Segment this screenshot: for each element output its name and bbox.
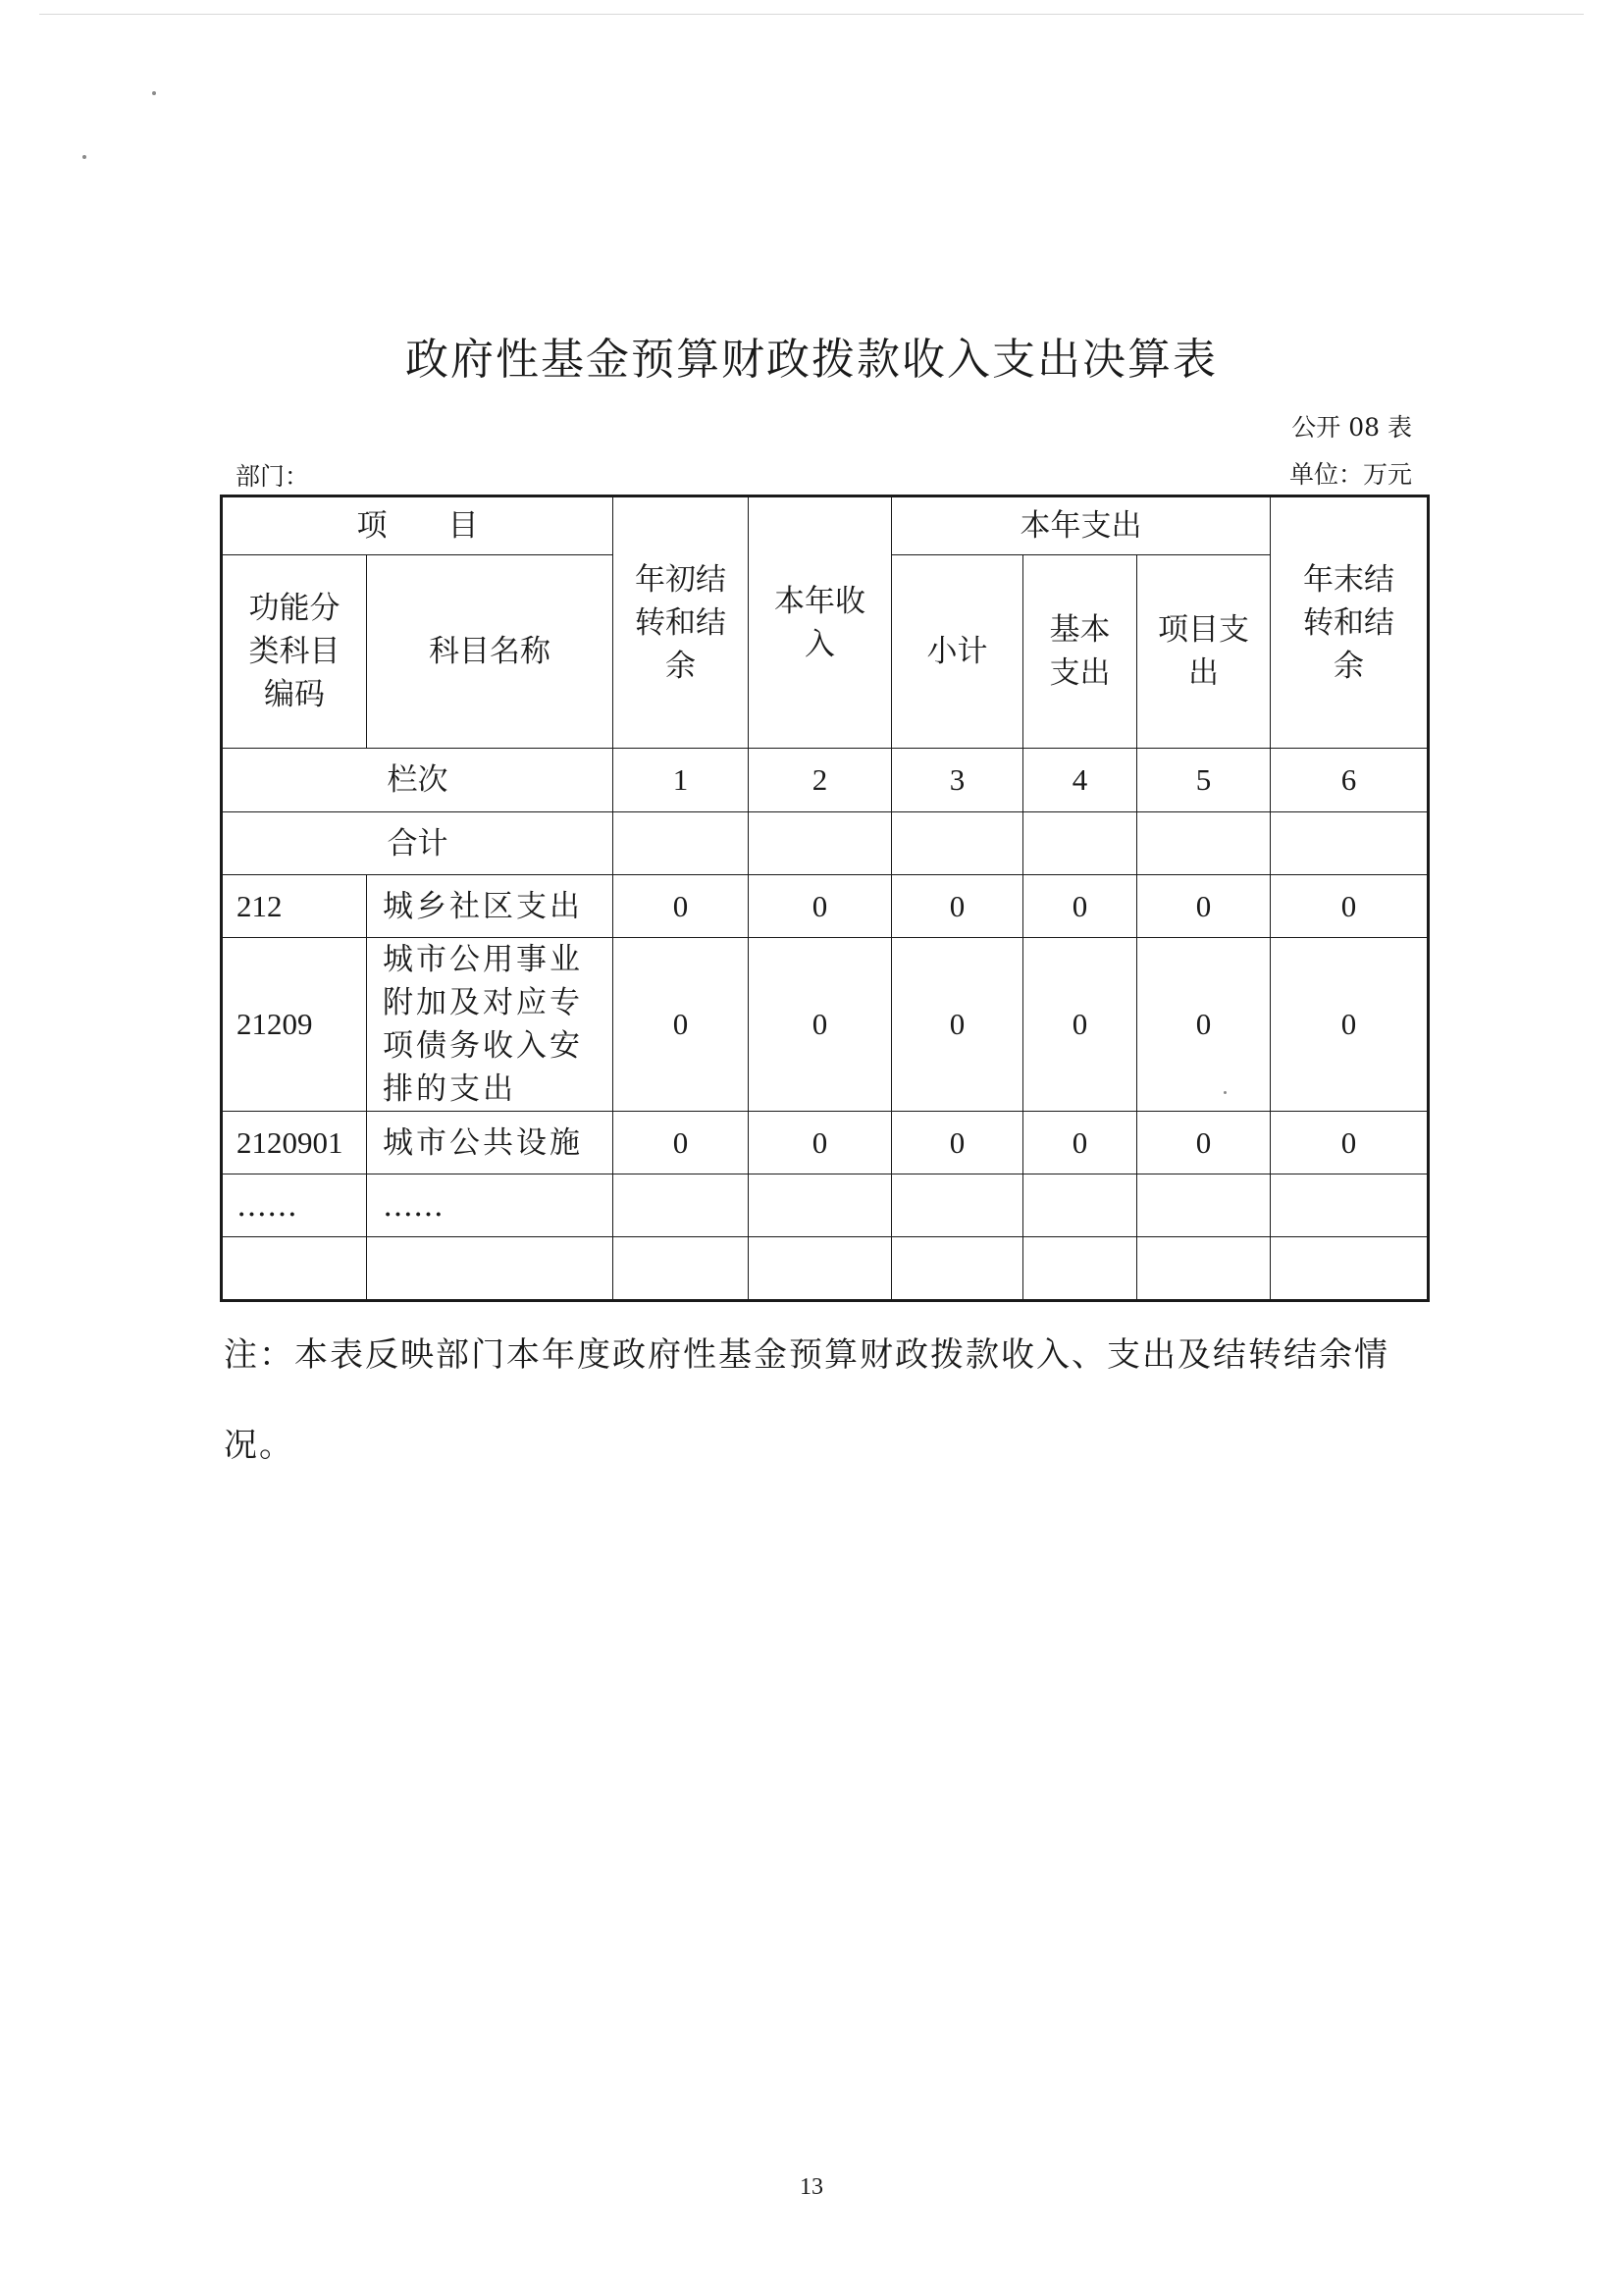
subject-code (222, 1237, 367, 1301)
value-cell: 0 (1271, 875, 1429, 938)
value-cell: 0 (1023, 1112, 1137, 1174)
value-cell (1023, 1174, 1137, 1237)
budget-table (220, 495, 1430, 1302)
column-number: 5 (1137, 749, 1271, 812)
column-number: 3 (892, 749, 1023, 812)
value-cell: 0 (613, 938, 749, 1112)
column-number: 6 (1271, 749, 1429, 812)
value-cell (1271, 1174, 1429, 1237)
value-cell (1137, 1237, 1271, 1301)
value-cell: 0 (1271, 938, 1429, 1112)
column-number: 1 (613, 749, 749, 812)
value-cell: 0 (1137, 1112, 1271, 1174)
value-cell (749, 1237, 892, 1301)
value-cell: 0 (1271, 1112, 1429, 1174)
subject-name: 城市公共设施 (367, 1112, 613, 1174)
project-expenditure-header: 项目支出 (1137, 555, 1271, 749)
table-row (222, 938, 1429, 1112)
table-cell (1137, 812, 1271, 875)
income-header: 本年收入 (749, 496, 892, 749)
closing-balance-header: 年末结转和结余 (1271, 496, 1429, 749)
column-number: 4 (1023, 749, 1137, 812)
column-number-label: 栏次 (222, 749, 613, 812)
subject-name: 城乡社区支出 (367, 875, 613, 938)
value-cell: 0 (892, 938, 1023, 1112)
value-cell: 0 (892, 875, 1023, 938)
table-row (222, 875, 1429, 938)
value-cell: 0 (1137, 875, 1271, 938)
table-row (222, 1237, 1429, 1301)
value-cell: 0 (749, 875, 892, 938)
value-cell (892, 1174, 1023, 1237)
value-cell: 0 (892, 1112, 1023, 1174)
page-top-edge (39, 14, 1584, 15)
page-number: 13 (800, 2174, 823, 2200)
value-cell (613, 1237, 749, 1301)
table-cell (749, 812, 892, 875)
scan-speck (152, 91, 156, 95)
table-cell (1271, 812, 1429, 875)
subject-code: …… (222, 1174, 367, 1237)
value-cell: 0 (749, 1112, 892, 1174)
value-cell: 0 (749, 938, 892, 1112)
document-title: 政府性基金预算财政拨款收入支出决算表 (405, 335, 1218, 385)
value-cell: 0 (1137, 938, 1271, 1112)
table-cell (1023, 812, 1137, 875)
table-cell (613, 812, 749, 875)
name-column-header: 科目名称 (367, 555, 613, 749)
subject-name: 城市公用事业附加及对应专项债务收入安排的支出 (367, 938, 613, 1112)
scan-speck (82, 155, 86, 159)
value-cell: 0 (1023, 875, 1137, 938)
subject-code: 2120901 (222, 1112, 367, 1174)
subtotal-header: 小计 (892, 555, 1023, 749)
column-number-row (222, 749, 1429, 812)
unit-label: 单位：万元 (1288, 460, 1412, 489)
opening-balance-header: 年初结转和结余 (613, 496, 749, 749)
value-cell (1137, 1174, 1271, 1237)
total-label: 合计 (222, 812, 613, 875)
code-column-header: 功能分类科目编码 (222, 555, 367, 749)
value-cell (613, 1174, 749, 1237)
header-row-1 (222, 496, 1429, 555)
value-cell: 0 (1023, 938, 1137, 1112)
form-number: 公开 08 表 (1291, 413, 1412, 442)
subject-name: …… (367, 1174, 613, 1237)
basic-expenditure-header: 基本支出 (1023, 555, 1137, 749)
value-cell (1271, 1237, 1429, 1301)
table-note: 注：本表反映部门本年度政府性基金预算财政拨款收入、支出及结转结余情况。 (224, 1335, 1389, 1465)
column-number: 2 (749, 749, 892, 812)
department-label: 部门： (236, 462, 310, 491)
expenditure-group-header: 本年支出 (892, 496, 1271, 555)
table-row (222, 1174, 1429, 1237)
value-cell (892, 1237, 1023, 1301)
subject-code: 212 (222, 875, 367, 938)
subject-code: 21209 (222, 938, 367, 1112)
subject-name (367, 1237, 613, 1301)
value-cell (1023, 1237, 1137, 1301)
project-header: 项 目 (222, 496, 613, 555)
table-row (222, 1112, 1429, 1174)
total-row (222, 812, 1429, 875)
value-cell: 0 (613, 875, 749, 938)
value-cell (749, 1174, 892, 1237)
value-cell: 0 (613, 1112, 749, 1174)
table-cell (892, 812, 1023, 875)
